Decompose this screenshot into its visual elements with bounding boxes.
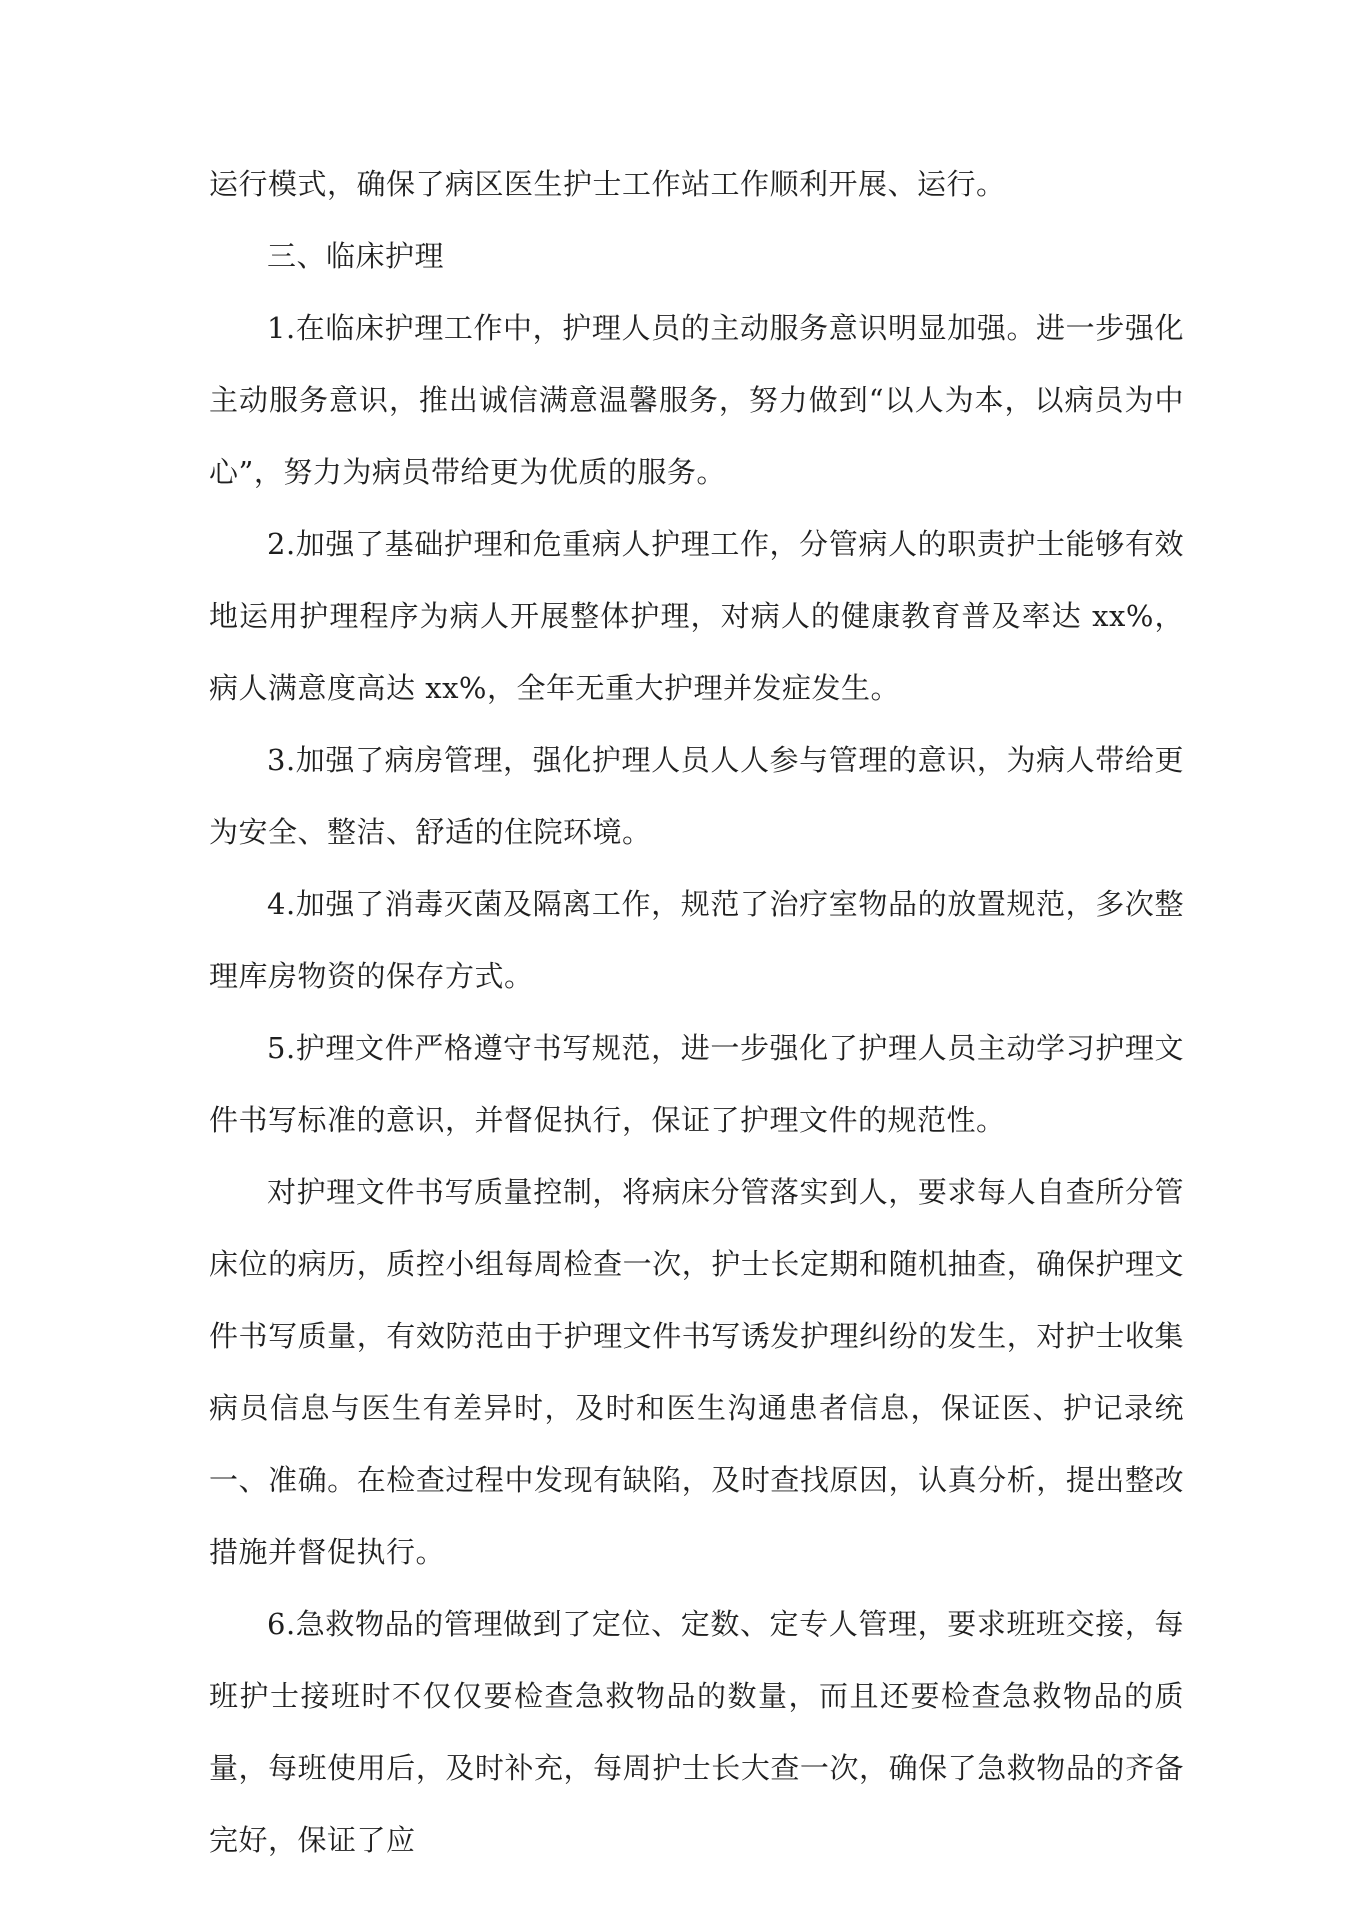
paragraph-item-3: 3.加强了病房管理，强化护理人员人人参与管理的意识，为病人带给更为安全、整洁、舒适的住院环境。 <box>209 743 1184 849</box>
paragraph-item-6: 6.急救物品的管理做到了定位、定数、定专人管理，要求班班交接，每班护士接班时不仅仅要检查急救物品的数量，而且还要检查急救物品的质量，每班使用后，及时补充，每周护士长大查一次，确保了急救物品的齐备完好，保证了应 <box>209 1607 1184 1857</box>
paragraph-item-2: 2.加强了基础护理和危重病人护理工作，分管病人的职责护士能够有效地运用护理程序为病人开展整体护理，对病人的健康教育普及率达 xx%，病人满意度高达 xx%，全年无重大护理并发症发生。 <box>209 527 1184 705</box>
document-body <box>209 148 1184 1876</box>
section-heading: 三、临床护理 <box>267 239 445 273</box>
paragraph-quality-control: 对护理文件书写质量控制，将病床分管落实到人，要求每人自查所分管床位的病历，质控小组每周检查一次，护士长定期和随机抽查，确保护理文件书写质量，有效防范由于护理文件书写诱发护理纠纷的发生，对护士收集病员信息与医生有差异时，及时和医生沟通患者信息，保证医、护记录统一、准确。在检查过程中发现有缺陷，及时查找原因，认真分析，提出整改措施并督促执行。 <box>209 1175 1184 1569</box>
paragraph-item-4: 4.加强了消毒灭菌及隔离工作，规范了治疗室物品的放置规范，多次整理库房物资的保存方式。 <box>209 887 1184 993</box>
paragraph-continuation: 运行模式，确保了病区医生护士工作站工作顺利开展、运行。 <box>209 167 1006 201</box>
paragraph-item-1: 1.在临床护理工作中，护理人员的主动服务意识明显加强。进一步强化主动服务意识，推出诚信满意温馨服务，努力做到“以人为本，以病员为中心”，努力为病员带给更为优质的服务。 <box>209 311 1184 489</box>
paragraph-item-5: 5.护理文件严格遵守书写规范，进一步强化了护理人员主动学习护理文件书写标准的意识，并督促执行，保证了护理文件的规范性。 <box>209 1031 1184 1137</box>
